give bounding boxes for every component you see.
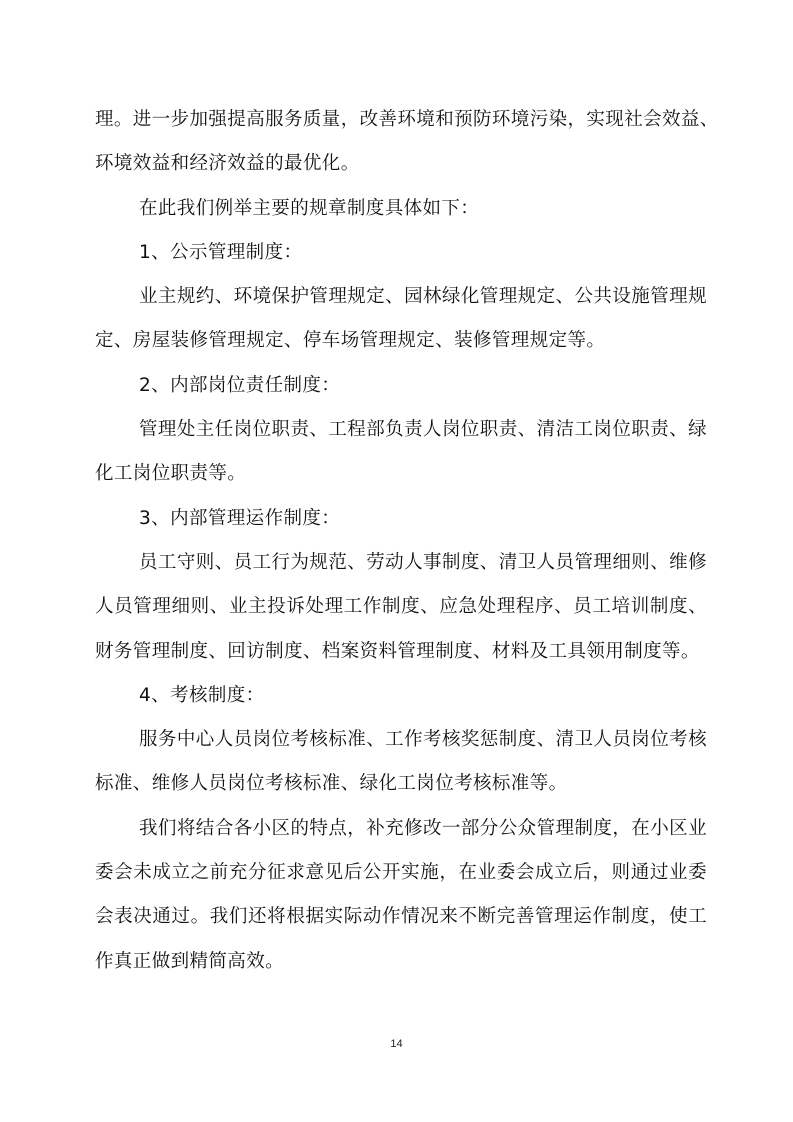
paragraph-line: 财务管理制度、回访制度、档案资料管理制度、材料及工具领用制度等。 xyxy=(95,640,700,662)
section-heading: 3、内部管理运作制度： xyxy=(139,507,341,529)
paragraph-line: 标准、维修人员岗位考核标准、绿化工岗位考核标准等。 xyxy=(95,773,568,795)
section-heading: 2、内部岗位责任制度： xyxy=(139,374,341,396)
paragraph-line: 在此我们例举主要的规章制度具体如下： xyxy=(139,197,480,219)
paragraph-line: 我们将结合各小区的特点，补充修改一部分公众管理制度，在小区业 xyxy=(139,817,707,839)
page-number: 14 xyxy=(390,1038,403,1050)
paragraph-line: 理。进一步加强提高服务质量，改善环境和预防环境污染，实现社会效益、 xyxy=(95,109,719,130)
paragraph-line: 会表决通过。我们还将根据实际动作情况来不断完善管理运作制度，使工 xyxy=(95,906,707,928)
paragraph-line: 服务中心人员岗位考核标准、工作考核奖惩制度、清卫人员岗位考核 xyxy=(139,729,707,751)
paragraph-line: 管理处主任岗位职责、工程部负责人岗位职责、清洁工岗位职责、绿 xyxy=(139,419,707,441)
paragraph-line: 环境效益和经济效益的最优化。 xyxy=(95,153,360,175)
paragraph-line: 定、房屋装修管理规定、停车场管理规定、装修管理规定等。 xyxy=(95,330,606,352)
paragraph-line: 员工守则、员工行为规范、劳动人事制度、清卫人员管理细则、维修 xyxy=(139,551,707,573)
body-text xyxy=(95,98,719,984)
paragraph-line: 作真正做到精简高效。 xyxy=(95,950,285,972)
paragraph-line: 业主规约、环境保护管理规定、园林绿化管理规定、公共设施管理规 xyxy=(139,286,707,308)
section-heading: 4、考核制度： xyxy=(139,684,265,706)
paragraph-line: 人员管理细则、业主投诉处理工作制度、应急处理程序、员工培训制度、 xyxy=(95,596,707,618)
paragraph-line: 化工岗位职责等。 xyxy=(95,463,247,485)
paragraph-line: 委会未成立之前充分征求意见后公开实施，在业委会成立后，则通过业委 xyxy=(95,862,707,884)
section-heading: 1、公示管理制度： xyxy=(139,241,303,263)
